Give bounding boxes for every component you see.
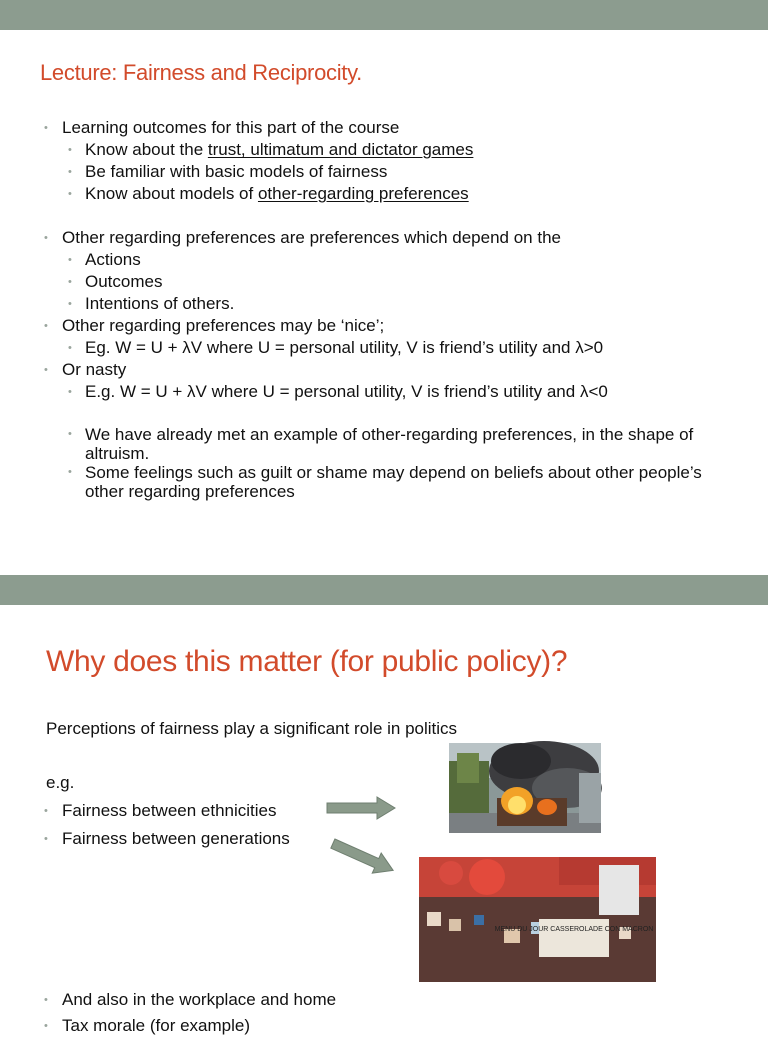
eg-label: e.g. (46, 773, 75, 792)
list-item: • Be familiar with basic models of fairness (68, 162, 388, 181)
bullet-dot-icon: • (68, 342, 72, 354)
link-other-regarding-preferences[interactable]: other-regarding preferences (257, 184, 469, 203)
bullet-list (40, 117, 740, 501)
list-item: • Outcomes (68, 272, 163, 291)
protest-sign: MENU DU JOUR CASSEROLADE CON MACRON (494, 926, 654, 933)
bullet-dot-icon: • (68, 298, 72, 310)
bullet-dot-icon: • (44, 122, 48, 134)
bullet-dot-icon: • (44, 1020, 48, 1032)
slide-title: Lecture: Fairness and Reciprocity. (40, 60, 362, 85)
bullet-dot-icon: • (68, 144, 72, 156)
bullet-dot-icon: • (68, 188, 72, 200)
spacer (40, 403, 740, 425)
list-item: • Tax morale (for example) (40, 1013, 540, 1039)
list-item: • Other regarding preferences may be ‘nice’; (44, 316, 385, 335)
list-item: • Know about models of other-regarding preferences (68, 184, 469, 203)
bullet-dot-icon: • (44, 805, 48, 817)
list-item: • E.g. W = U + λV where U = personal utility, V is friend’s utility and λ<0 (68, 382, 608, 401)
list-item: • And also in the workplace and home (40, 987, 540, 1013)
arrow-right-icon (325, 795, 397, 821)
bullet-list (40, 797, 340, 853)
bullet-dot-icon: • (44, 320, 48, 332)
list-item: • Some feelings such as guilt or shame may depend on beliefs about other people’s other regarding preferences (68, 463, 702, 501)
list-item: • Actions (68, 250, 141, 269)
list-item: • Eg. W = U + λV where U = personal utility, V is friend’s utility and λ>0 (68, 338, 604, 357)
bullet-list (40, 987, 540, 1039)
list-item: • We have already met an example of other-regarding preferences, in the shape of altruism. (68, 425, 694, 463)
list-item: • Fairness between ethnicities (40, 797, 340, 825)
list-item: • Fairness between generations (40, 825, 340, 853)
bullet-dot-icon: • (68, 466, 72, 478)
protest-crowd-photo (419, 857, 656, 982)
slide-header-band (0, 575, 768, 605)
bullet-dot-icon: • (44, 364, 48, 376)
bullet-dot-icon: • (68, 428, 72, 440)
bullet-dot-icon: • (68, 166, 72, 178)
list-item: • Or nasty (44, 360, 127, 379)
spacer (40, 205, 740, 227)
slide-title: Why does this matter (for public policy)? (46, 645, 568, 678)
bullet-dot-icon: • (44, 232, 48, 244)
bullet-dot-icon: • (68, 254, 72, 266)
list-item: • Learning outcomes for this part of the course (44, 118, 400, 137)
list-item: • Intentions of others. (68, 294, 235, 313)
burning-car-photo (449, 743, 601, 833)
slide-header-band (0, 0, 768, 30)
intro-text: Perceptions of fairness play a significant role in politics (46, 719, 458, 738)
bullet-dot-icon: • (44, 994, 48, 1006)
bullet-dot-icon: • (44, 833, 48, 845)
bullet-dot-icon: • (68, 276, 72, 288)
list-item: • Know about the trust, ultimatum and dictator games (68, 140, 474, 159)
bullet-dot-icon: • (68, 386, 72, 398)
list-item: • Other regarding preferences are preferences which depend on the (44, 228, 561, 247)
slide-2 (0, 575, 768, 1035)
link-games[interactable]: trust, ultimatum and dictator games (207, 140, 474, 159)
arrow-diagonal-icon (328, 837, 398, 877)
